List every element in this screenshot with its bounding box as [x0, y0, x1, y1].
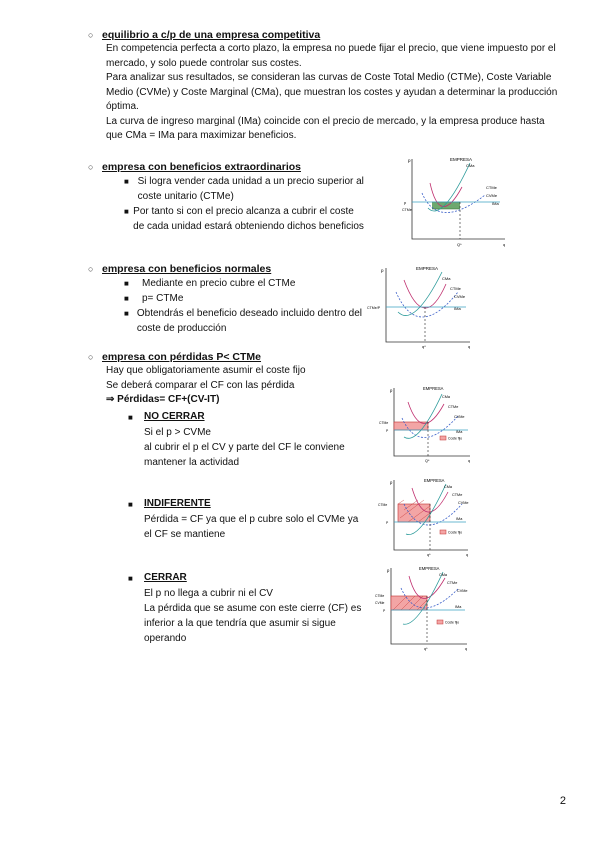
square-bullet-icon: ■	[128, 500, 133, 509]
case-heading: CERRAR	[144, 572, 187, 583]
diagram-title: EMPRESA	[423, 386, 444, 391]
label-cma: CMa	[442, 395, 451, 399]
text-line: Hay que obligatoriamente asumir el coste fijo	[106, 365, 306, 376]
case-no-cerrar	[128, 409, 368, 470]
label-q: q*	[422, 344, 426, 349]
label-cvme: CVMe	[486, 193, 498, 198]
diagram-cerrar	[373, 562, 471, 652]
section-beneficios-normales	[88, 262, 378, 336]
case-text: al cubrir el p el CV y parte del CF le conviene mantener la actividad	[144, 442, 345, 468]
legend-label: Coste fijo	[445, 620, 460, 625]
label-ima: IMa	[456, 517, 463, 521]
case-text: El p no llega a cubrir ni el CV	[144, 588, 273, 599]
diagram-title: EMPRESA	[419, 566, 440, 571]
case-text: La pérdida que se asume con este cierre (CF) es inferior a la que tendría que asumir si sigue operando	[144, 603, 362, 644]
text-line: Se deberá comparar el CF con las pérdida	[106, 379, 295, 391]
label-ctme: CTMe	[452, 493, 463, 497]
loss-area	[398, 504, 430, 522]
section-title: equilibrio a c/p de una empresa competitiva	[102, 29, 321, 41]
formula: ⇒ Pérdidas= CF+(CV-IT)	[106, 394, 220, 405]
case-cerrar	[128, 570, 368, 646]
axis-label-x: q	[468, 459, 471, 463]
square-bullet-icon: ■	[124, 309, 129, 318]
paragraph: En competencia perfecta a corto plazo, la empresa no puede fijar el precio, que viene impuesto por el mercado, y solo puede controlar sus costes.	[106, 43, 556, 69]
axis-label-p: p	[390, 388, 393, 393]
axis-label-p: p	[408, 158, 411, 163]
label-q: Q*	[457, 242, 462, 247]
diagram-title: EMPRESA	[416, 266, 439, 271]
axes	[386, 268, 470, 342]
legend-swatch	[440, 436, 446, 440]
label-ima: IMa	[455, 605, 462, 609]
axis-label-x: q	[503, 242, 506, 247]
square-bullet-icon: ■	[124, 279, 129, 288]
bullet-text: Obtendrás el beneficio deseado incluido dentro del coste de producción	[136, 308, 363, 334]
paragraph: Para analizar sus resultados, se consideran las curvas de Coste Total Medio (CTMe), Coste Variable Medio (CVMe) y Coste Marginal (CMa), que muestran los costes y ayudan a determinar la producción óptima.	[106, 72, 558, 112]
label-cvme-axis: CVMe	[375, 601, 385, 605]
label-ctme: CTMe	[486, 185, 497, 190]
label-cma: CMa	[444, 485, 453, 489]
label-cvme: CVMe	[457, 589, 468, 593]
label-ctme-axis: CTMe	[379, 421, 389, 425]
axis-label-x: q	[468, 344, 471, 349]
label-ctme: CTMe	[448, 405, 459, 409]
label-ima: IMa	[492, 201, 499, 206]
bullet-text: Por tanto si con el precio alcanza a cubrir el coste de cada unidad estará obteniendo dichos beneficios	[133, 206, 364, 232]
label-cvme: CVMe	[458, 501, 469, 505]
label-ctme: CTMe	[450, 286, 461, 291]
section-beneficios-extraordinarios	[88, 160, 398, 234]
diagram-beneficios-extraordinarios	[400, 153, 512, 248]
label-q: q*	[427, 553, 431, 557]
circle-bullet-icon: ○	[88, 352, 94, 362]
section-perdidas	[88, 350, 378, 408]
label-ima: IMa	[456, 430, 463, 434]
label-p: P	[383, 609, 386, 613]
page-number: 2	[559, 795, 566, 807]
label-ctme: CTMe	[447, 581, 458, 585]
label-q: q*	[424, 647, 428, 651]
label-ctme-axis: CTMe	[402, 208, 412, 212]
circle-bullet-icon: ○	[88, 30, 94, 40]
label-cma: CMa	[439, 573, 448, 577]
label-ctme-axis: CTMe	[375, 594, 385, 598]
curve-ctme	[408, 402, 444, 424]
label-p: p	[404, 200, 407, 205]
section-equilibrio	[88, 28, 558, 144]
section-title: empresa con pérdidas P< CTMe	[102, 351, 262, 363]
legend-label: Coste fijo	[448, 436, 463, 441]
legend-swatch	[437, 620, 443, 624]
axes	[412, 159, 505, 239]
diagram-beneficios-normales	[366, 262, 476, 350]
case-heading: NO CERRAR	[144, 411, 205, 422]
axis-label-p: p	[387, 568, 390, 573]
diagram-title: EMPRESA	[450, 157, 473, 162]
circle-bullet-icon: ○	[88, 264, 94, 274]
label-q: Q*	[425, 459, 430, 463]
bullet-text: Mediante en precio cubre el CTMe	[142, 278, 296, 289]
label-cma: CMa	[442, 276, 451, 281]
square-bullet-icon: ■	[124, 207, 129, 216]
diagram-no-cerrar	[378, 382, 474, 464]
section-title: empresa con beneficios extraordinarios	[102, 161, 301, 173]
square-bullet-icon: ■	[124, 177, 129, 186]
axis-label-x: q	[465, 647, 468, 651]
label-cma: CMa	[466, 163, 475, 168]
legend-swatch	[440, 530, 446, 534]
curve-cvme	[396, 292, 458, 317]
square-bullet-icon: ■	[128, 413, 133, 422]
diagram-title: EMPRESA	[424, 478, 445, 483]
curve-cma	[398, 272, 442, 316]
axis-label-p: p	[390, 480, 393, 485]
profit-area	[432, 202, 460, 209]
label-p: P	[386, 521, 389, 525]
label-ctme-p: CTMe/P	[367, 306, 381, 310]
curve-ctme	[404, 280, 446, 308]
bullet-text: Si logra vender cada unidad a un precio superior al coste unitario (CTMe)	[137, 176, 364, 202]
paragraph: La curva de ingreso marginal (IMa) coincide con el precio de mercado, y la empresa produce hasta que CMa = IMa para maximizar beneficios.	[106, 115, 545, 141]
axis-label-x: q	[466, 553, 469, 557]
label-cvme: CVMe	[454, 415, 465, 419]
label-p: P	[386, 429, 389, 433]
case-text: Si el p > CVMe	[144, 427, 211, 438]
axis-label-p: p	[381, 268, 384, 273]
section-title: empresa con beneficios normales	[102, 263, 272, 275]
case-indiferente	[128, 496, 368, 542]
label-ima: IMa	[454, 306, 461, 311]
diagram-indiferente	[376, 474, 472, 558]
circle-bullet-icon: ○	[88, 162, 94, 172]
case-text: Pérdida = CF ya que el p cubre solo el CVMe ya el CF se mantiene	[144, 514, 359, 540]
case-heading: INDIFERENTE	[144, 498, 211, 509]
label-ctme-axis: CTMe	[378, 503, 388, 507]
square-bullet-icon: ■	[124, 294, 129, 303]
legend-label: Coste fijo	[448, 530, 463, 535]
label-cvme: CVMe	[454, 294, 466, 299]
bullet-text: p= CTMe	[142, 293, 184, 304]
square-bullet-icon: ■	[128, 574, 133, 583]
